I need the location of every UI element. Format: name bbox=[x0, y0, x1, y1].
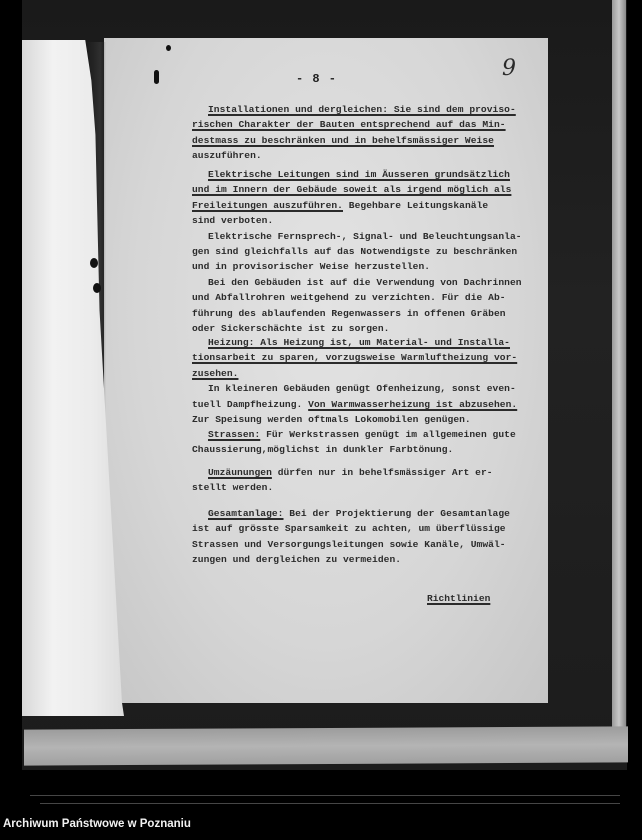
text-line bbox=[192, 381, 542, 396]
text-line bbox=[192, 229, 542, 244]
film-scratch bbox=[30, 795, 620, 796]
plain-text: auszuführen. bbox=[192, 150, 262, 162]
paragraph bbox=[192, 506, 542, 568]
text-line bbox=[192, 167, 542, 182]
text-line bbox=[192, 442, 542, 457]
text-line bbox=[192, 198, 542, 213]
underlined-text: Von Warmwasserheizung ist abzusehen. bbox=[308, 398, 518, 410]
plain-text: oder Sickerschächte ist zu sorgen. bbox=[192, 323, 390, 335]
text-line bbox=[192, 521, 542, 536]
paragraph bbox=[192, 465, 542, 496]
punch-hole-icon bbox=[90, 258, 98, 268]
text-line bbox=[192, 552, 542, 567]
folio-number: 9 bbox=[502, 56, 516, 81]
text-line bbox=[192, 259, 542, 274]
paragraph bbox=[192, 102, 542, 164]
text-line bbox=[192, 182, 542, 197]
plain-text: und Abfallrohren weitgehend zu verzichten. Für die Ab- bbox=[192, 292, 506, 304]
underlined-text: Als Heizung ist, um Material- und Installa- bbox=[254, 337, 510, 348]
underlined-text: tionsarbeit zu sparen, vorzugsweise Warmluftheizung vor- bbox=[192, 352, 518, 364]
underlined-text: Gesamtanlage: bbox=[208, 508, 284, 519]
text-line bbox=[192, 306, 542, 321]
text-line bbox=[192, 213, 542, 228]
text-line bbox=[192, 275, 542, 290]
plain-text: dürfen nur in behelfsmässiger Art er- bbox=[271, 467, 493, 478]
text-line bbox=[192, 427, 542, 442]
film-edge-bottom bbox=[24, 726, 628, 765]
plain-text: stellt werden. bbox=[192, 482, 274, 494]
text-line bbox=[192, 366, 542, 381]
text-line bbox=[192, 148, 542, 163]
plain-text: gen sind gleichfalls auf das Notwendigste zu beschränken bbox=[192, 246, 518, 258]
underlined-text: Elektrische Leitungen sind im Äusseren grundsätzlich bbox=[208, 169, 510, 180]
plain-text: sind verboten. bbox=[192, 215, 274, 227]
underlined-text: und im Innern der Gebäude soweit als irgend möglich als bbox=[192, 184, 512, 196]
plain-text: Begehbare Leitungskanäle bbox=[343, 199, 489, 211]
paragraph bbox=[192, 335, 542, 427]
archive-attribution: Archiwum Państwowe w Poznaniu bbox=[3, 818, 191, 830]
plain-text: Elektrische Fernsprech-, Signal- und Beleuchtungsanla- bbox=[208, 230, 522, 242]
text-line bbox=[192, 102, 542, 117]
underlined-text: destmass zu beschränken und in behelfsmässiger Weise bbox=[192, 134, 494, 146]
underlined-text: rischen Charakter der Bauten entsprechend auf das Min- bbox=[192, 119, 506, 131]
text-line bbox=[192, 350, 542, 365]
plain-text: Für Werkstrassen genügt im allgemeinen gute bbox=[260, 429, 516, 440]
text-line bbox=[192, 244, 542, 259]
text-line bbox=[192, 335, 542, 350]
underlined-text: zusehen. bbox=[192, 367, 239, 379]
page-number: - 8 - bbox=[296, 72, 338, 86]
film-edge-right bbox=[612, 0, 626, 740]
underlined-text: Umzäunungen bbox=[208, 467, 272, 478]
underlined-text: Installationen und dergleichen: Sie sind dem proviso- bbox=[208, 104, 516, 115]
film-scratch bbox=[40, 803, 620, 804]
text-line bbox=[192, 465, 542, 480]
text-line bbox=[192, 397, 542, 412]
paragraph bbox=[192, 427, 542, 458]
plain-text: Strassen und Versorgungsleitungen sowie Kanäle, Umwäl- bbox=[192, 538, 506, 550]
catchword-richtlinien: Richtlinien bbox=[427, 593, 491, 604]
text-line bbox=[192, 133, 542, 148]
plain-text: zungen und dergleichen zu vermeiden. bbox=[192, 554, 402, 566]
punch-hole-icon bbox=[93, 283, 101, 293]
underlined-text: Heizung: bbox=[208, 337, 255, 348]
plain-text: Zur Speisung werden oftmals Lokomobilen genügen. bbox=[192, 414, 471, 426]
plain-text: Bei der Projektierung der Gesamtanlage bbox=[283, 508, 510, 519]
text-line bbox=[192, 480, 542, 495]
plain-text: Bei den Gebäuden ist auf die Verwendung von Dachrinnen bbox=[208, 276, 522, 288]
text-line bbox=[192, 290, 542, 305]
plain-text: und in provisorischer Weise herzustellen. bbox=[192, 261, 431, 273]
underlined-text: Strassen: bbox=[208, 429, 261, 440]
text-line bbox=[192, 412, 542, 427]
text-line bbox=[192, 117, 542, 132]
plain-text: führung des ablaufenden Regenwassers in offenen Gräben bbox=[192, 307, 506, 319]
plain-text: ist auf grösste Sparsamkeit zu achten, um überflüssige bbox=[192, 523, 506, 535]
ink-mark-icon bbox=[166, 45, 171, 51]
ink-mark-icon bbox=[154, 70, 159, 84]
paragraph bbox=[192, 167, 542, 336]
plain-text: In kleineren Gebäuden genügt Ofenheizung, sonst even- bbox=[208, 383, 516, 395]
text-line bbox=[192, 537, 542, 552]
plain-text: tuell Dampfheizung. bbox=[192, 398, 309, 410]
plain-text: Chaussierung,möglichst in dunkler Farbtönung. bbox=[192, 444, 454, 456]
text-line bbox=[192, 506, 542, 521]
underlined-text: Freileitungen auszuführen. bbox=[192, 199, 343, 211]
